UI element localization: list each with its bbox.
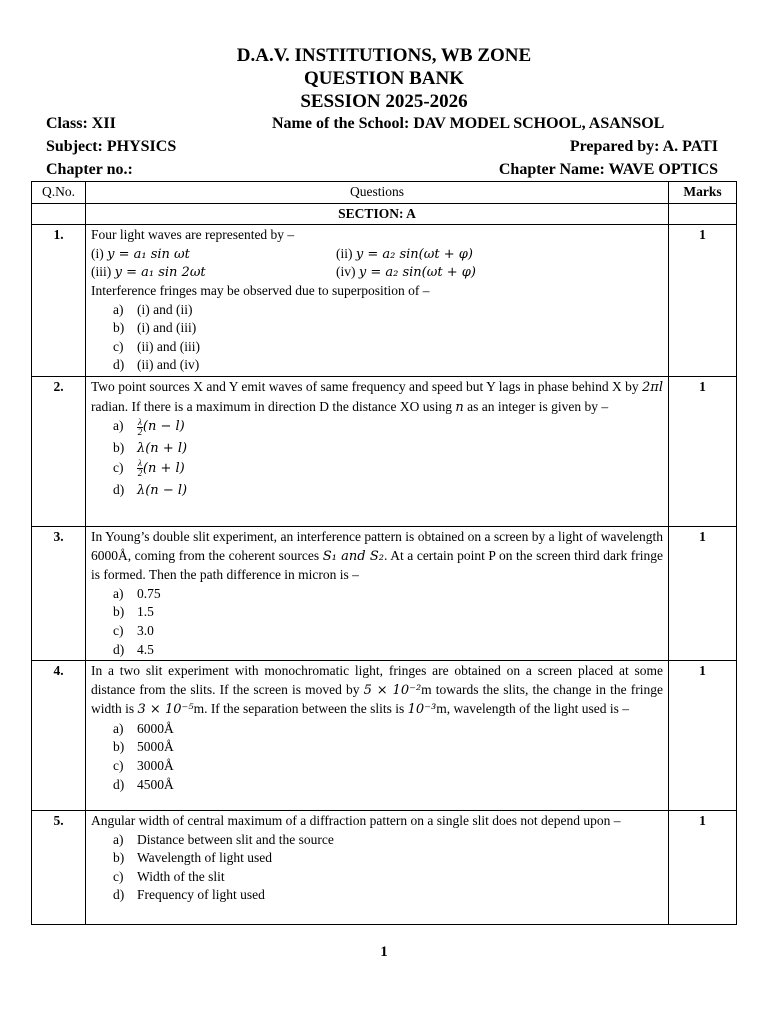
qno-header: Q.No. [32, 182, 86, 204]
question-stem-2: Interference fringes may be observed due to superposition of – [91, 282, 430, 298]
list-item: a) 0.75 [113, 585, 161, 601]
table-row [32, 376, 737, 526]
question-bank-title: QUESTION BANK [304, 68, 464, 89]
list-item: c) Width of the slit [113, 868, 225, 884]
section-title: SECTION: A [86, 203, 669, 225]
school-name: Name of the School: DAV MODEL SCHOOL, ASANSOL [272, 115, 665, 132]
list-item: c) 3.0 [113, 622, 154, 638]
list-item: b) 5000Å [113, 739, 174, 755]
marks-value: 1 [669, 225, 737, 377]
document-header [0, 44, 768, 113]
fraction: $\frac{\lambda}{2}$ [137, 458, 143, 479]
equation-row [91, 263, 663, 282]
list-item: d) Frequency of light used [113, 887, 265, 903]
meta-row-3 [46, 161, 718, 183]
list-item: d) 4.5 [113, 641, 154, 657]
list-item: d) λ(n − l) [113, 481, 188, 498]
equation-label: (iv) [336, 264, 356, 280]
question-number: 5. [32, 811, 86, 925]
fraction: $\frac{\lambda}{2}$ [137, 416, 143, 437]
questions-header: Questions [86, 182, 669, 204]
chapter-no: Chapter no.: [46, 161, 133, 178]
question-stem: Two point sources X and Y emit waves of same frequency and speed but Y lags in phase behind X by 2πl radian. If there is a maximum in direction D the distance XO using n as an integer is given by – [91, 378, 663, 415]
marks-value: 1 [669, 661, 737, 811]
marks-value: 1 [669, 376, 737, 526]
chapter-name: Chapter Name: WAVE OPTICS [498, 161, 718, 178]
equation-row [91, 245, 663, 264]
list-item: a) 6000Å [113, 720, 174, 736]
marks-value: 1 [669, 811, 737, 925]
marks-header: Marks [669, 182, 737, 204]
meta-row-1 [46, 115, 718, 137]
equation-label: (i) [91, 245, 104, 261]
empty-cell [32, 203, 86, 225]
option-list [91, 585, 663, 659]
list-item: a) Distance between slit and the source [113, 831, 334, 847]
class-label: Class: XII [46, 115, 116, 132]
list-item: c) $\frac{\lambda}{2}$ (n + l) [113, 458, 185, 479]
equation-label: (ii) [336, 245, 353, 261]
question-cell [86, 811, 669, 925]
marks-value: 1 [669, 526, 737, 660]
table-header-row [32, 182, 737, 204]
option-list [91, 417, 663, 500]
option-list [91, 301, 663, 375]
list-item: a) $\frac{\lambda}{2}$ (n − l) [113, 416, 185, 437]
prepared-by: Prepared by: A. PATI [569, 138, 718, 155]
equation: y = a₁ sin ωt [107, 246, 190, 262]
option-list [91, 720, 663, 794]
meta-row-2 [46, 138, 718, 160]
section-row [32, 203, 737, 225]
list-item: c) (ii) and (iii) [113, 338, 200, 354]
list-item: b) Wavelength of light used [113, 850, 273, 866]
equation: y = a₂ sin(ωt + φ) [358, 265, 476, 281]
list-item: b) 1.5 [113, 604, 154, 620]
question-cell [86, 376, 669, 526]
equation-label: (iii) [91, 264, 112, 280]
list-item: c) 3000Å [113, 758, 174, 774]
question-cell [86, 661, 669, 811]
list-item: d) 4500Å [113, 776, 174, 792]
question-cell [86, 225, 669, 377]
page-number: 1 [380, 944, 388, 960]
institution-title: D.A.V. INSTITUTIONS, WB ZONE [236, 45, 532, 66]
question-number: 4. [32, 661, 86, 811]
list-item: d) (ii) and (iv) [113, 357, 200, 373]
question-number: 1. [32, 225, 86, 377]
table-row [32, 661, 737, 811]
list-item: a) (i) and (ii) [113, 301, 193, 317]
session-title: SESSION 2025-2026 [300, 91, 468, 112]
table-row [32, 526, 737, 660]
question-number: 2. [32, 376, 86, 526]
question-cell [86, 526, 669, 660]
question-stem: In Young’s double slit experiment, an interference pattern is obtained on a screen by a light of wavelength 6000Å, coming from the coherent sources S₁ and S₂. At a certain point P on the screen third dark fringe is formed. Then the path difference in micron is – [91, 528, 663, 583]
table-row [32, 225, 737, 377]
option-list [91, 831, 663, 905]
question-stem: Angular width of central maximum of a diffraction pattern on a single slit does not depend upon – [91, 813, 621, 829]
question-number: 3. [32, 526, 86, 660]
question-table [31, 181, 737, 925]
list-item: b) λ(n + l) [113, 440, 188, 457]
equation: y = a₂ sin(ωt + φ) [355, 246, 473, 262]
list-item: b) (i) and (iii) [113, 320, 197, 336]
empty-cell [669, 203, 737, 225]
table-row [32, 811, 737, 925]
subject-label: Subject: PHYSICS [46, 138, 177, 155]
equation: y = a₁ sin 2ωt [114, 265, 206, 281]
question-stem: Four light waves are represented by – [91, 227, 295, 243]
question-stem: In a two slit experiment with monochromatic light, fringes are obtained on a screen placed at some distance from the slits. If the screen is moved by 5 × 10⁻²m towards the slits, the change in the fringe width is 3 × 10⁻⁵m. If the separation between the slits is 10⁻³m, wavelength of the light used is – [91, 663, 664, 718]
